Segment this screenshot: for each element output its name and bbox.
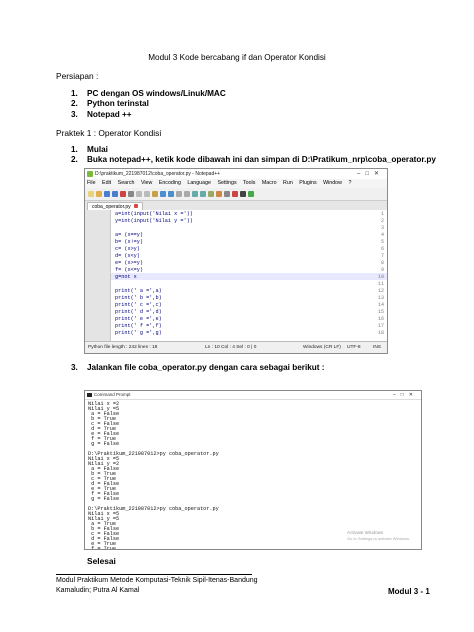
line-number: 10 xyxy=(377,274,384,280)
line-number: 12 xyxy=(377,288,384,294)
console-line: d = True xyxy=(88,426,117,432)
activation-watermark-text: Go to Settings to activate Windows. xyxy=(347,536,411,541)
line-number: 17 xyxy=(377,323,384,329)
code-line: print(' c =',c) xyxy=(115,302,162,308)
console-line: Nilai y =5 xyxy=(88,516,120,522)
menu-edit[interactable]: Edit xyxy=(102,180,112,186)
console-line: e = False xyxy=(88,431,120,437)
status-encoding: UTF-8 xyxy=(347,345,361,350)
code-line: f= (x<=y) xyxy=(115,267,144,273)
line-number: 18 xyxy=(377,330,384,336)
save-all-icon[interactable] xyxy=(112,191,118,197)
tab-close-icon[interactable] xyxy=(134,204,138,208)
line-number: 4 xyxy=(380,232,384,238)
new-file-icon[interactable] xyxy=(88,191,94,197)
footer-authors: Kamaludin; Putra Al Kamal xyxy=(56,587,140,594)
window-controls[interactable]: –□✕ xyxy=(357,171,384,177)
code-line: print(' e =',e) xyxy=(115,316,162,322)
console-line: d = False xyxy=(88,536,120,542)
step-item: 2. Buka notepad++, ketik kode dibawah ini dan simpan di D:\Pratikum_nrp\coba_operator.py xyxy=(71,155,436,164)
console-line: c = True xyxy=(88,476,117,482)
code-line: a= (x==y) xyxy=(115,232,144,238)
cut-icon[interactable] xyxy=(136,191,142,197)
console-line: g = False xyxy=(88,496,120,502)
zoom-out-icon[interactable] xyxy=(200,191,206,197)
menu-plugins[interactable]: Plugins xyxy=(299,180,317,186)
console-line: f = True xyxy=(88,436,117,442)
console-line: c = False xyxy=(88,531,120,537)
cmd-titlebar xyxy=(85,391,421,400)
wrap-icon[interactable] xyxy=(216,191,222,197)
console-line: e = True xyxy=(88,486,117,492)
close-icon[interactable] xyxy=(120,191,126,197)
notepad-toolbar xyxy=(85,188,387,201)
cmd-window xyxy=(84,390,422,550)
status-eol: Windows (CR LF) xyxy=(303,345,341,350)
step-item: 3. Jalankan file coba_operator.py dengan cara sebagai berikut : xyxy=(71,363,325,372)
copy-icon[interactable] xyxy=(144,191,150,197)
code-line: print(' g =',g) xyxy=(115,330,162,336)
line-number: 6 xyxy=(380,246,384,252)
line-number: 2 xyxy=(380,218,384,224)
line-number: 7 xyxy=(380,253,384,259)
console-line: b = True xyxy=(88,471,117,477)
notepad-tabbar xyxy=(85,201,387,210)
console-line: g = False xyxy=(88,441,120,447)
paste-icon[interactable] xyxy=(152,191,158,197)
code-line: c= (x>y) xyxy=(115,246,140,252)
indent-guide-icon[interactable] xyxy=(224,191,230,197)
line-number: 5 xyxy=(380,239,384,245)
stop-macro-icon[interactable] xyxy=(240,191,246,197)
console-line: a = False xyxy=(88,466,120,472)
code-line: print(' a =',a) xyxy=(115,288,162,294)
menu-view[interactable]: View xyxy=(140,180,153,186)
menu-run[interactable]: Run xyxy=(283,180,293,186)
status-file-info: Python file length : 242 lines : 18 xyxy=(88,345,158,350)
notepad-titlebar xyxy=(85,169,387,179)
menu-encoding[interactable]: Encoding xyxy=(158,180,181,186)
menu-settings[interactable]: Settings xyxy=(217,180,237,186)
menu-file[interactable]: File xyxy=(87,180,96,186)
console-line: b = False xyxy=(88,526,120,532)
console-line: a = False xyxy=(88,411,120,417)
code-line: g=not x xyxy=(115,274,137,280)
line-number: 11 xyxy=(377,281,384,287)
play-macro-icon[interactable] xyxy=(248,191,254,197)
print-icon[interactable] xyxy=(128,191,134,197)
undo-icon[interactable] xyxy=(160,191,166,197)
zoom-in-icon[interactable] xyxy=(192,191,198,197)
code-line: print(' d =',d) xyxy=(115,309,162,315)
prep-item: 1. PC dengan OS windows/Linuk/MAC xyxy=(71,89,226,98)
console-line: Nilai y =5 xyxy=(88,406,120,412)
console-line: f = False xyxy=(88,491,120,497)
sync-icon[interactable] xyxy=(208,191,214,197)
console-line: Nilai y =2 xyxy=(88,461,120,467)
code-line: b= (x!=y) xyxy=(115,239,144,245)
notepad-menubar xyxy=(85,179,387,188)
cmd-icon xyxy=(87,393,92,397)
console-line: f = True xyxy=(88,546,117,550)
code-editor[interactable] xyxy=(85,210,387,341)
cmd-window-title: Command Prompt xyxy=(94,392,131,397)
prep-item: 3. Notepad ++ xyxy=(71,110,132,119)
console-line: d = False xyxy=(88,481,120,487)
code-line: print(' b =',b) xyxy=(115,295,162,301)
status-position: Ln : 10 Col : 4 Sel : 0 | 0 xyxy=(205,345,257,350)
console-line: Nilai x =5 xyxy=(88,456,120,462)
notepad-icon xyxy=(87,171,93,177)
menu-window[interactable]: Window xyxy=(323,180,342,186)
console-line: Nilai x =2 xyxy=(88,401,120,407)
current-line-highlight xyxy=(111,273,387,280)
prep-item: 2. Python terinstal xyxy=(71,99,149,108)
window-controls[interactable]: –□✕ xyxy=(393,392,418,398)
line-number: 14 xyxy=(377,302,384,308)
notepad-window-title: D:\praktikum_221987012\coba_operator.py - Notepad++ xyxy=(95,171,221,177)
line-number: 9 xyxy=(380,267,384,273)
prep-heading: Persiapan : xyxy=(56,71,99,81)
code-line: y=int(input('Nilai y =')) xyxy=(115,218,193,224)
footer-course: Modul Praktikum Metode Komputasi-Teknik Sipil-Itenas-Bandung xyxy=(56,577,258,584)
line-number: 8 xyxy=(380,260,384,266)
menu-tools[interactable]: Tools xyxy=(242,180,256,186)
console-line: D:\Praktikum_221987012>py coba_operator.py xyxy=(88,506,219,512)
console-line: D:\Praktikum_221987012>py coba_operator.py xyxy=(88,451,219,457)
save-icon[interactable] xyxy=(104,191,110,197)
line-number: 1 xyxy=(380,211,384,217)
notepad-statusbar xyxy=(85,341,387,353)
find-icon[interactable] xyxy=(176,191,182,197)
console-line: b = True xyxy=(88,416,117,422)
console-line: c = False xyxy=(88,421,120,427)
status-mode: INS xyxy=(373,345,381,350)
menu-help[interactable]: ? xyxy=(348,180,352,186)
practice-heading: Praktek 1 : Operator Kondisi xyxy=(56,128,162,138)
activation-watermark-title: Activate Windows xyxy=(347,530,384,535)
line-number-gutter xyxy=(85,210,111,341)
redo-icon[interactable] xyxy=(168,191,174,197)
line-number: 3 xyxy=(380,225,384,231)
console-line: e = True xyxy=(88,541,117,547)
console-line: a = True xyxy=(88,521,117,527)
code-line: e= (x>=y) xyxy=(115,260,144,266)
code-line: a=int(input('Nilai x =')) xyxy=(115,211,193,217)
menu-language[interactable]: Language xyxy=(187,180,211,186)
closing-text: Selesai xyxy=(87,556,116,566)
page-title: Modul 3 Kode bercabang if dan Operator Kondisi xyxy=(148,53,326,62)
notepad-window xyxy=(84,168,388,354)
code-line: print(' f =',f) xyxy=(115,323,162,329)
console-line: Nilai x =5 xyxy=(88,511,120,517)
step-item: 1. Mulai xyxy=(71,145,108,154)
menu-macro[interactable]: Macro xyxy=(261,180,277,186)
code-line: d= (x<y) xyxy=(115,253,140,259)
open-file-icon[interactable] xyxy=(96,191,102,197)
tab-coba-operator[interactable]: coba_operator.py xyxy=(87,202,143,211)
footer-divider xyxy=(56,574,252,575)
replace-icon[interactable] xyxy=(184,191,190,197)
line-number: 16 xyxy=(377,316,384,322)
record-macro-icon[interactable] xyxy=(232,191,238,197)
line-number: 15 xyxy=(377,309,384,315)
menu-search[interactable]: Search xyxy=(117,180,135,186)
line-number: 13 xyxy=(377,295,384,301)
page-number: Modul 3 - 1 xyxy=(388,587,430,596)
